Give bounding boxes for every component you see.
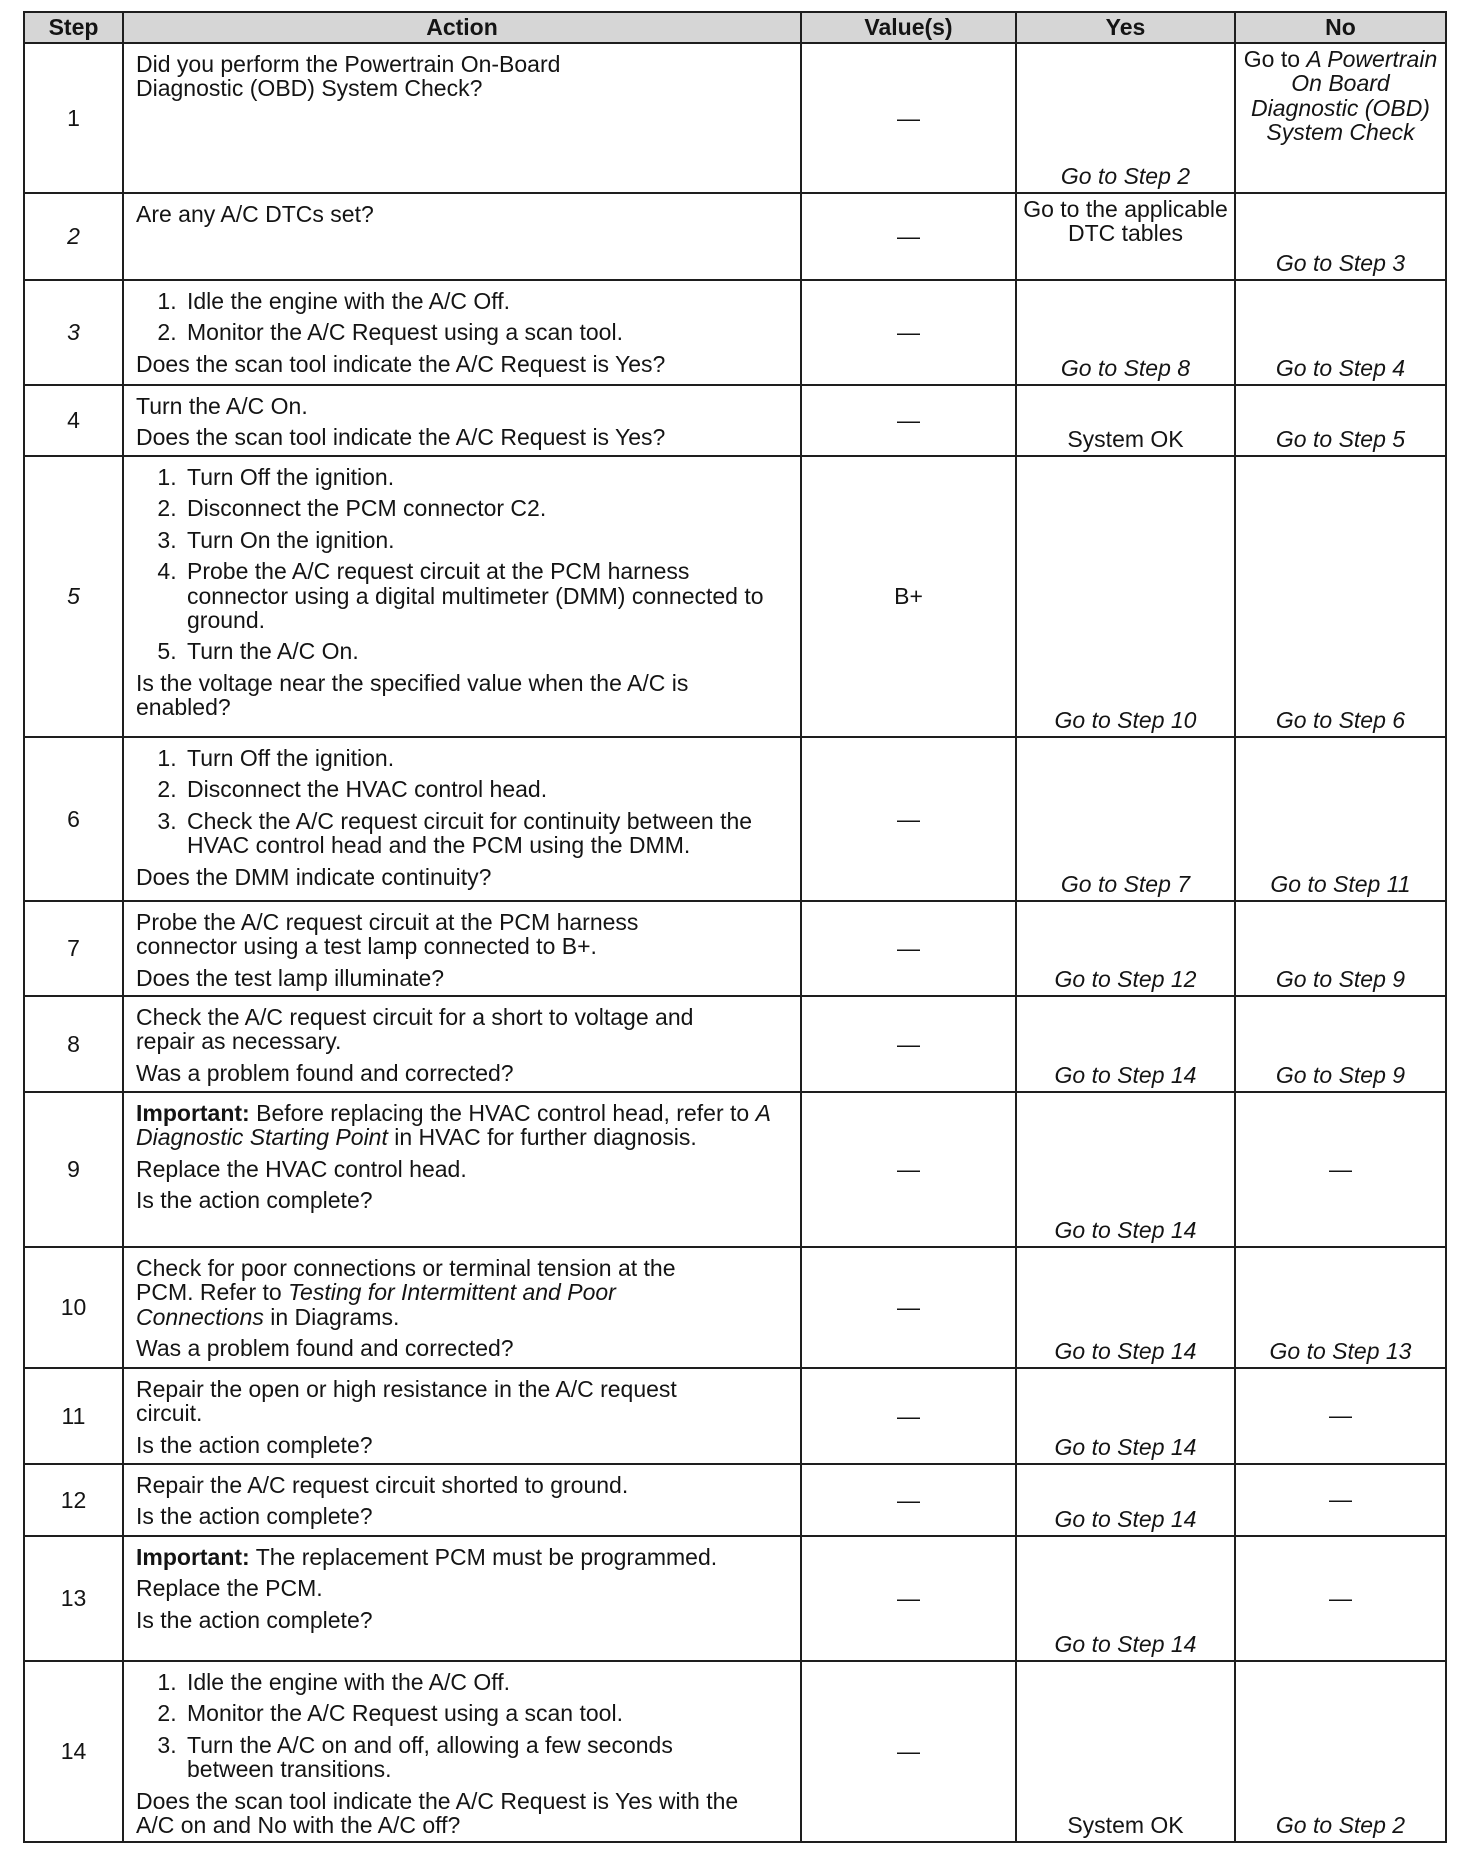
- yes-cell: System OK: [1016, 1661, 1235, 1842]
- value-cell: —: [801, 1247, 1016, 1368]
- no-cell: Go to Step 3: [1235, 193, 1446, 280]
- header-action: Action: [123, 12, 801, 43]
- step-number: 7: [24, 901, 123, 996]
- header-yes: Yes: [1016, 12, 1235, 43]
- action-question: Does the DMM indicate continuity?: [136, 863, 492, 890]
- action-cell: [123, 901, 801, 996]
- step-number: 12: [24, 1464, 123, 1536]
- action-text-a: Check for poor connections or terminal tension at the PCM. Refer to: [136, 1255, 676, 1306]
- important-note: [136, 1545, 790, 1569]
- action-question: Does the scan tool indicate the A/C Request is Yes?: [136, 350, 666, 377]
- header-value: Value(s): [801, 12, 1016, 43]
- action-step: 2. Disconnect the PCM connector C2.: [183, 496, 790, 520]
- step-number: 6: [24, 737, 123, 901]
- step-number: 3: [24, 280, 123, 385]
- value-cell: —: [801, 1092, 1016, 1247]
- step-number: 11: [24, 1368, 123, 1464]
- no-cell: —: [1235, 1368, 1446, 1464]
- action-step: 4. Probe the A/C request circuit at the PCM harness connector using a digital multimeter (DMM) connected to ground.: [183, 559, 790, 632]
- yes-cell: System OK: [1016, 385, 1235, 456]
- action-question: Is the action complete?: [136, 1606, 373, 1633]
- no-cell: Go to Step 2: [1235, 1661, 1446, 1842]
- action-question: Does the test lamp illuminate?: [136, 964, 445, 991]
- table-row: [24, 280, 1446, 385]
- important-text-a: The replacement PCM must be programmed.: [249, 1544, 718, 1570]
- important-text-b: in HVAC for further diagnosis.: [387, 1124, 697, 1151]
- action-step: 1. Turn Off the ignition.: [183, 746, 790, 770]
- yes-cell: Go to Step 14: [1016, 996, 1235, 1092]
- yes-cell: Go to Step 14: [1016, 1464, 1235, 1536]
- action-cell: [123, 280, 801, 385]
- important-note: [136, 1101, 786, 1150]
- yes-cell: Go to Step 14: [1016, 1247, 1235, 1368]
- header-row: [24, 12, 1446, 43]
- action-steps: [136, 289, 790, 345]
- action-step: 2. Disconnect the HVAC control head.: [183, 777, 790, 801]
- table-row: [24, 1661, 1446, 1842]
- yes-cell: Go to Step 14: [1016, 1368, 1235, 1464]
- action-step: 3. Check the A/C request circuit for continuity between the HVAC control head and the PCM using the DMM.: [183, 809, 790, 858]
- action-cell: [123, 456, 801, 737]
- no-cell: Go to Step 5: [1235, 385, 1446, 456]
- table-row: [24, 43, 1446, 193]
- no-prefix: Go to: [1243, 46, 1307, 72]
- important-label: Important:: [136, 1544, 250, 1570]
- no-link: A Powertrain On Board Diagnostic (OBD) System Check: [1251, 46, 1438, 146]
- action-line: Turn the A/C On.: [136, 393, 308, 419]
- action-steps: [136, 465, 790, 664]
- action-cell: [123, 43, 801, 193]
- action-text-b: in Diagrams.: [263, 1303, 400, 1330]
- value-cell: B+: [801, 456, 1016, 737]
- yes-cell: Go to the applicable DTC tables: [1016, 193, 1235, 280]
- step-number: 9: [24, 1092, 123, 1247]
- no-cell: —: [1235, 1464, 1446, 1536]
- action-line: Check the A/C request circuit for a short to voltage and repair as necessary.: [136, 1004, 694, 1055]
- action-line: Repair the A/C request circuit shorted to ground.: [136, 1472, 629, 1498]
- step-number: 13: [24, 1536, 123, 1661]
- no-cell: Go to Step 9: [1235, 996, 1446, 1092]
- step-number: 10: [24, 1247, 123, 1368]
- action-question: Is the action complete?: [136, 1503, 373, 1530]
- step-number: 1: [24, 43, 123, 193]
- no-cell: —: [1235, 1092, 1446, 1247]
- value-cell: —: [801, 385, 1016, 456]
- yes-cell: Go to Step 2: [1016, 43, 1235, 193]
- table-row: [24, 193, 1446, 280]
- action-line: Replace the HVAC control head.: [136, 1155, 467, 1182]
- value-cell: —: [801, 193, 1016, 280]
- value-cell: —: [801, 1464, 1016, 1536]
- table-row: [24, 737, 1446, 901]
- action-cell: [123, 385, 801, 456]
- yes-cell: Go to Step 8: [1016, 280, 1235, 385]
- yes-cell: Go to Step 12: [1016, 901, 1235, 996]
- action-step: 1. Turn Off the ignition.: [183, 465, 790, 489]
- action-cell: [123, 996, 801, 1092]
- table-row: [24, 1464, 1446, 1536]
- no-cell: —: [1235, 1536, 1446, 1661]
- no-cell: Go to Step 6: [1235, 456, 1446, 737]
- no-cell: Go to Step 11: [1235, 737, 1446, 901]
- action-step: 2. Monitor the A/C Request using a scan tool.: [183, 1701, 790, 1725]
- action-line: Probe the A/C request circuit at the PCM harness connector using a test lamp connected to B+.: [136, 909, 639, 960]
- action-cell: [123, 1464, 801, 1536]
- table-row: [24, 1536, 1446, 1661]
- action-cell: [123, 1368, 801, 1464]
- table-row: [24, 456, 1446, 737]
- table-row: [24, 1092, 1446, 1247]
- value-cell: —: [801, 280, 1016, 385]
- action-cell: [123, 193, 801, 280]
- action-cell: [123, 1536, 801, 1661]
- action-cell: [123, 737, 801, 901]
- action-line: Repair the open or high resistance in the A/C request circuit.: [136, 1376, 677, 1427]
- action-text: [136, 1256, 736, 1329]
- step-number: 14: [24, 1661, 123, 1842]
- yes-cell: Go to Step 14: [1016, 1536, 1235, 1661]
- action-line: Replace the PCM.: [136, 1575, 323, 1602]
- important-text-a: Before replacing the HVAC control head, refer to: [249, 1100, 756, 1126]
- step-number: 5: [24, 456, 123, 737]
- important-label: Important:: [136, 1100, 250, 1126]
- yes-cell: Go to Step 10: [1016, 456, 1235, 737]
- value-cell: —: [801, 1536, 1016, 1661]
- action-question: Does the scan tool indicate the A/C Request is Yes?: [136, 424, 666, 451]
- action-cell: [123, 1092, 801, 1247]
- action-text-link: Testing for Intermittent and Poor Connections: [136, 1279, 616, 1330]
- value-cell: —: [801, 1368, 1016, 1464]
- step-number: 2: [24, 193, 123, 280]
- value-cell: —: [801, 1661, 1016, 1842]
- action-question: Was a problem found and corrected?: [136, 1335, 514, 1362]
- action-question: Did you perform the Powertrain On-Board Diagnostic (OBD) System Check?: [136, 51, 561, 102]
- action-steps: [136, 746, 790, 858]
- action-step: 5. Turn the A/C On.: [183, 639, 790, 663]
- action-question: Is the action complete?: [136, 1187, 373, 1214]
- table-row: [24, 1247, 1446, 1368]
- diagnostic-table: [23, 11, 1447, 1843]
- value-cell: —: [801, 901, 1016, 996]
- yes-cell: Go to Step 14: [1016, 1092, 1235, 1247]
- action-cell: [123, 1661, 801, 1842]
- table-row: [24, 996, 1446, 1092]
- table-row: [24, 1368, 1446, 1464]
- value-cell: —: [801, 43, 1016, 193]
- important-link: A Diagnostic Starting Point: [136, 1100, 771, 1151]
- no-cell: Go to Step 9: [1235, 901, 1446, 996]
- table-row: [24, 385, 1446, 456]
- step-number: 4: [24, 385, 123, 456]
- value-cell: —: [801, 996, 1016, 1092]
- action-step: 1. Idle the engine with the A/C Off.: [183, 289, 790, 313]
- step-number: 8: [24, 996, 123, 1092]
- action-step: 1. Idle the engine with the A/C Off.: [183, 1670, 790, 1694]
- yes-cell: Go to Step 7: [1016, 737, 1235, 901]
- action-question: Was a problem found and corrected?: [136, 1059, 514, 1086]
- action-step: 2. Monitor the A/C Request using a scan tool.: [183, 320, 790, 344]
- no-cell: Go to Step 13: [1235, 1247, 1446, 1368]
- action-question: Is the action complete?: [136, 1431, 373, 1458]
- no-cell: [1235, 43, 1446, 193]
- table-row: [24, 901, 1446, 996]
- action-question: Is the voltage near the specified value when the A/C is enabled?: [136, 669, 689, 720]
- header-step: Step: [24, 12, 123, 43]
- value-cell: —: [801, 737, 1016, 901]
- action-cell: [123, 1247, 801, 1368]
- header-no: No: [1235, 12, 1446, 43]
- action-question: Does the scan tool indicate the A/C Request is Yes with the A/C on and No with the A/C off?: [136, 1787, 739, 1838]
- action-steps: [136, 1670, 790, 1782]
- action-step: 3. Turn On the ignition.: [183, 528, 790, 552]
- action-step: 3. Turn the A/C on and off, allowing a few seconds between transitions.: [183, 1733, 707, 1782]
- action-question: Are any A/C DTCs set?: [136, 201, 374, 227]
- no-cell: Go to Step 4: [1235, 280, 1446, 385]
